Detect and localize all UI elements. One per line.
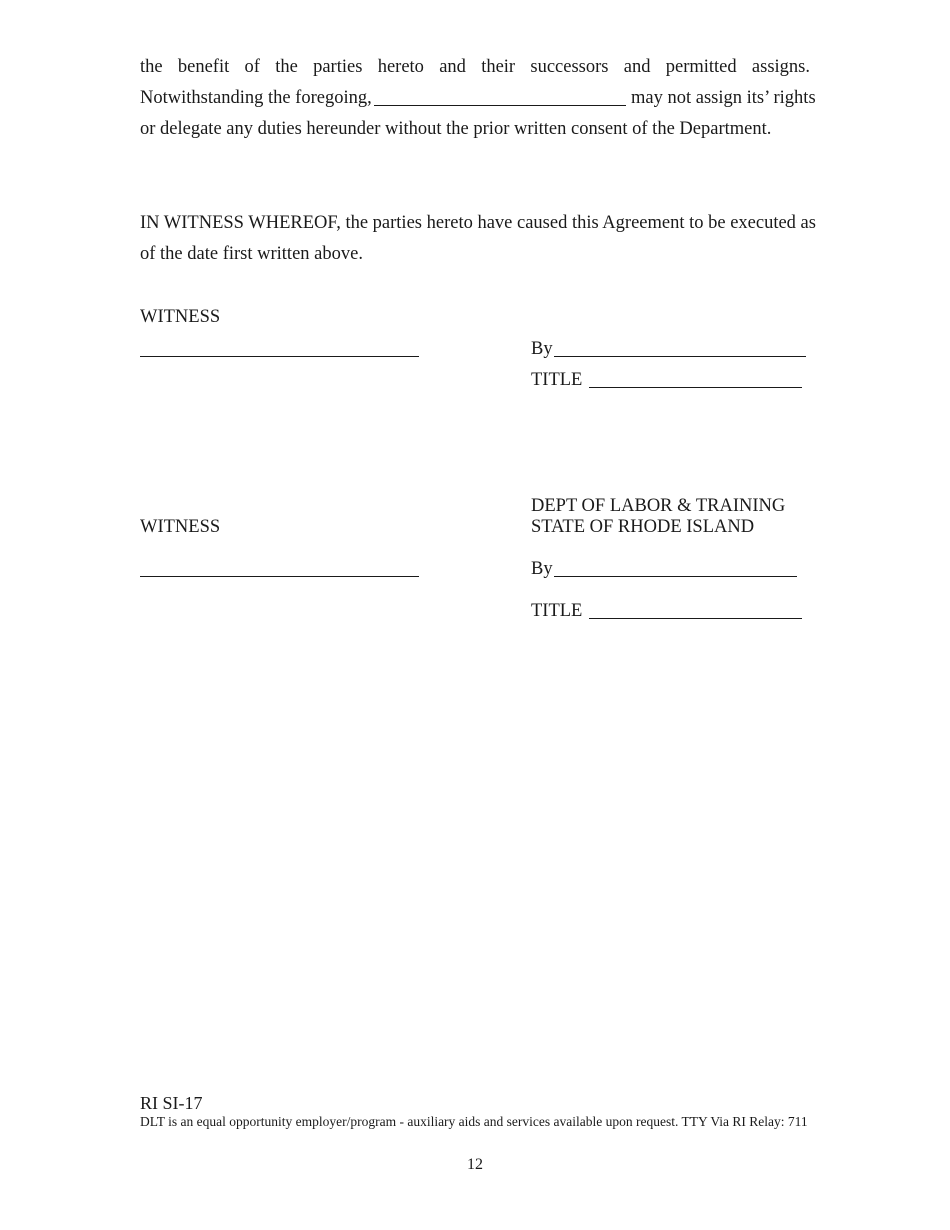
title-label-2: TITLE (531, 601, 583, 621)
clause-line-2-start: Notwithstanding the foregoing, (140, 88, 372, 108)
page-number: 12 (467, 1156, 483, 1173)
witness-clause-line-2: of the date first written above. (140, 244, 363, 264)
clause-line-1: the benefit of the parties hereto and their successors and permitted assigns. (140, 57, 810, 77)
by-label-2: By (531, 559, 553, 579)
equal-opportunity-notice: DLT is an equal opportunity employer/program - auxiliary aids and services available upon request. TTY Via RI Relay: 711 (140, 1114, 808, 1129)
dept-name: DEPT OF LABOR & TRAINING (531, 496, 786, 516)
assignee-blank[interactable] (374, 105, 626, 106)
witness-signature-line-1[interactable] (140, 356, 419, 357)
clause-line-2-end: may not assign its’ rights (631, 88, 816, 108)
title-line-2[interactable] (589, 618, 802, 619)
witness-label-1: WITNESS (140, 307, 221, 327)
form-code: RI SI-17 (140, 1093, 203, 1113)
title-line-1[interactable] (589, 387, 802, 388)
by-signature-line-1[interactable] (554, 356, 806, 357)
by-label-1: By (531, 339, 553, 359)
witness-clause-line-1: IN WITNESS WHEREOF, the parties hereto have caused this Agreement to be executed as (140, 213, 816, 233)
witness-label-2: WITNESS (140, 517, 221, 537)
by-signature-line-2[interactable] (554, 576, 797, 577)
clause-line-3: or delegate any duties hereunder without the prior written consent of the Department. (140, 119, 772, 139)
witness-signature-line-2[interactable] (140, 576, 419, 577)
title-label-1: TITLE (531, 370, 583, 390)
state-name: STATE OF RHODE ISLAND (531, 517, 755, 537)
